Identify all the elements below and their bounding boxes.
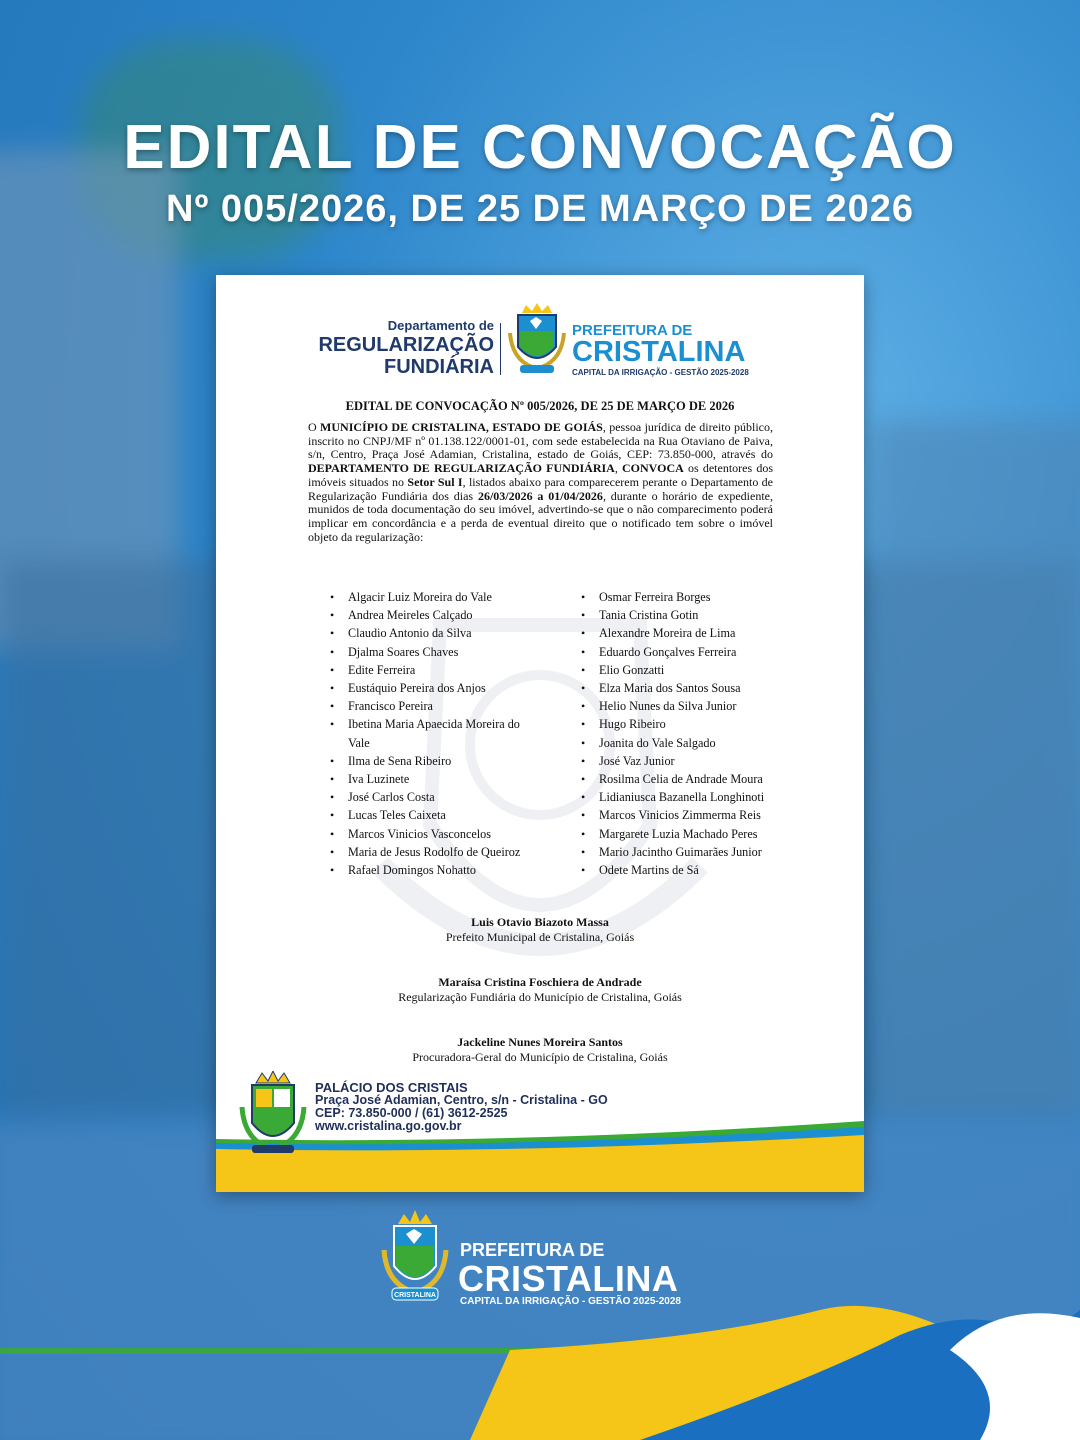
footer-line-1: PALÁCIO DOS CRISTAIS (315, 1080, 468, 1095)
list-item: • Alexandre Moreira de Lima (579, 624, 779, 642)
letterhead-divider (500, 323, 501, 375)
list-item: • Elza Maria dos Santos Sousa (579, 679, 779, 697)
bottom-logo-line-2: CRISTALINA (458, 1258, 679, 1299)
footer-line-2: Praça José Adamian, Centro, s/n - Cristalina - GO (315, 1093, 608, 1107)
department-line-2: REGULARIZAÇÃO (318, 334, 494, 356)
page-subtitle: Nº 005/2026, DE 25 DE MARÇO DE 2026 (166, 188, 914, 230)
city-crest-icon (506, 303, 568, 379)
signature-name: Maraísa Cristina Foschiera de Andrade (438, 975, 642, 989)
list-item: • Ilma de Sena Ribeiro (328, 752, 528, 770)
prefecture-line-2: CRISTALINA (572, 336, 746, 368)
list-item: • Ibetina Maria Apaecida Moreira do Vale (328, 715, 528, 751)
list-item: • José Vaz Junior (579, 752, 779, 770)
list-item: • Tania Cristina Gotin (579, 606, 779, 624)
list-item: • Francisco Pereira (328, 697, 528, 715)
crest-label: CRISTALINA (394, 1292, 436, 1299)
department-line-1: Departamento de (387, 318, 494, 333)
list-item: • Joanita do Vale Salgado (579, 734, 779, 752)
signature-mayor (216, 915, 864, 945)
list-item: • Helio Nunes da Silva Junior (579, 697, 779, 715)
list-item: • Iva Luzinete (328, 770, 528, 788)
list-item: • Rafael Domingos Nohatto (328, 861, 528, 879)
signature-role: Prefeito Municipal de Cristalina, Goiás (445, 930, 635, 944)
prefecture-line-1: PREFEITURA DE (572, 322, 693, 339)
signature-role: Procuradora-Geral do Município de Cristalina, Goiás (412, 1050, 668, 1064)
footer-address (315, 1081, 608, 1133)
list-item: • Marcos Vinicios Zimmerma Reis (579, 806, 779, 824)
bottom-logo-line-1: PREFEITURA DE (460, 1240, 605, 1260)
list-item: • Maria de Jesus Rodolfo de Queiroz (328, 843, 528, 861)
signature-role: Regularização Fundiária do Município de Cristalina, Goiás (398, 990, 682, 1004)
list-item: • Rosilma Celia de Andrade Moura (579, 770, 779, 788)
list-item: • Margarete Luzia Machado Peres (579, 825, 779, 843)
list-item: • Elio Gonzatti (579, 661, 779, 679)
page-title: EDITAL DE CONVOCAÇÃO (123, 113, 957, 182)
list-item: • Lucas Teles Caixeta (328, 806, 528, 824)
list-item: • Djalma Soares Chaves (328, 643, 528, 661)
prefecture-line-3: CAPITAL DA IRRIGAÇÃO - GESTÃO 2025-2028 (572, 368, 749, 377)
bottom-logo-line-3: CAPITAL DA IRRIGAÇÃO - GESTÃO 2025-2028 (460, 1296, 681, 1307)
list-item: • Algacir Luiz Moreira do Vale (328, 588, 528, 606)
footer-website-link[interactable]: www.cristalina.go.gov.br (315, 1119, 462, 1133)
decorative-wave (0, 1290, 1080, 1440)
document-title: EDITAL DE CONVOCAÇÃO Nº 005/2026, DE 25 DE MARÇO DE 2026 (345, 399, 735, 413)
list-item: • Odete Martins de Sá (579, 861, 779, 879)
list-item: • Eduardo Gonçalves Ferreira (579, 643, 779, 661)
list-item: • Andrea Meireles Calçado (328, 606, 528, 624)
footer-line-3: CEP: 73.850-000 / (61) 3612-2525 (315, 1106, 508, 1120)
department-line-3: FUNDIÁRIA (384, 356, 494, 378)
prefecture-logo (572, 323, 749, 377)
signature-attorney-general (216, 1035, 864, 1065)
department-logo (318, 319, 494, 377)
list-item: • Hugo Ribeiro (579, 715, 779, 733)
list-item: • Mario Jacintho Guimarães Junior (579, 843, 779, 861)
list-item: • José Carlos Costa (328, 788, 528, 806)
signature-name: Luis Otavio Biazoto Massa (471, 915, 609, 929)
list-item: • Eustáquio Pereira dos Anjos (328, 679, 528, 697)
list-item: • Marcos Vinicios Vasconcelos (328, 825, 528, 843)
list-item: • Claudio Antonio da Silva (328, 624, 528, 642)
names-list-right (579, 588, 779, 879)
footer-crest-icon (236, 1071, 310, 1163)
document-body: O MUNICÍPIO DE CRISTALINA, ESTADO DE GOIÁS, pessoa jurídica de direito público, inscrito no CNPJ/MF nº 01.138.122/0001-01, com sede estabelecida na Rua Otaviano de Paiva, s/n, Centro, Praça José Adamian, Cristalina, estado de Goiás, CEP: 73.850-000, através do DEPARTAMENTO DE REGULARIZAÇÃO FUNDIÁRIA, CONVOCA os detentores dos imóveis situados no Setor Sul I, listados abaixo para comparecerem perante o Departamento de Regularização Fundiária dos dias 26/03/2026 a 01/04/2026, durante o horário de expediente, munidos de toda documentação do seu imóvel, advertindo-se que o não comparecimento poderá implicar em concordância e a perda de eventual direito que o notificado tem sobre o imóvel objeto da regularização: (308, 420, 774, 544)
list-item: • Osmar Ferreira Borges (579, 588, 779, 606)
letterhead (216, 303, 864, 383)
names-list-left (328, 588, 528, 879)
blurred-building-wing-shape (870, 420, 1080, 1120)
signature-land-regularization (216, 975, 864, 1005)
list-item: • Edite Ferreira (328, 661, 528, 679)
signature-name: Jackeline Nunes Moreira Santos (457, 1035, 623, 1049)
list-item: • Lidianiusca Bazanella Longhinoti (579, 788, 779, 806)
document-page (216, 275, 864, 1192)
